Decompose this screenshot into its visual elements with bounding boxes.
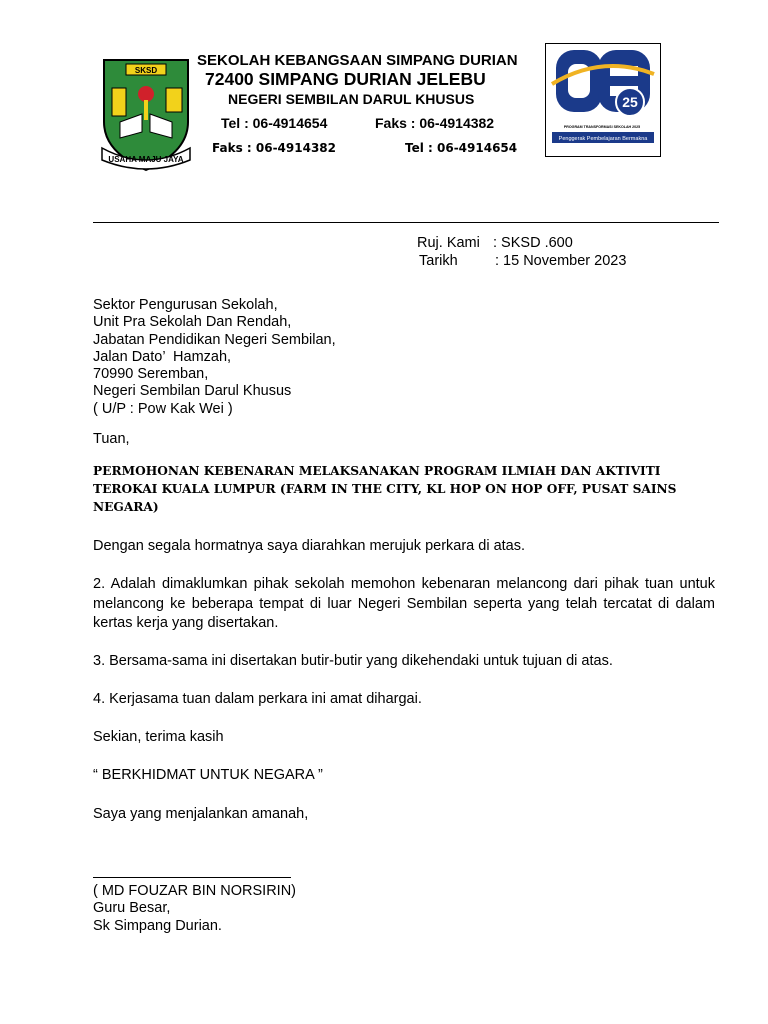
body-paragraph: 2. Adalah dimaklumkan pihak sekolah memohon kebenaran melancong dari pihak tuan untuk melancong ke beberapa tempat di luar Negeri Sembilan seperta yang telah tercatat di dalam kertas kerja yang disertakan. [93, 576, 715, 631]
signatory-name: ( MD FOUZAR BIN NORSIRIN) [93, 883, 296, 899]
body-paragraph: 4. Kerjasama tuan dalam perkara ini amat dihargai. [93, 691, 422, 707]
program-caption: PROGRAM TRANSFORMASI SEKOLAH 2025 [563, 125, 641, 129]
program-number: 25 [622, 94, 638, 110]
date-label: Tarikh [419, 253, 458, 269]
school-address: 72400 SIMPANG DURIAN JELEBU [205, 69, 486, 89]
body-paragraph: 3. Bersama-sama ini disertakan butir-butir yang dikehendaki untuk tujuan di atas. [93, 653, 613, 669]
recipient-line: Sektor Pengurusan Sekolah, [93, 297, 278, 313]
body-paragraph: Dengan segala hormatnya saya diarahkan merujuk perkara di atas. [93, 538, 526, 554]
school-name: SEKOLAH KEBANGSAAN SIMPANG DURIAN [197, 52, 518, 69]
crest-initials: SKSD [134, 66, 158, 75]
letter-subject: PERMOHONAN KEBENARAN MELAKSANAKAN PROGRAM ILMIAH DAN AKTIVITI TEROKAI KUALA LUMPUR (FARM IN THE CITY, KL HOP ON HOP OFF, PUSAT SAINS NEGARA) [93, 464, 677, 514]
telephone-primary: Tel : 06-4914654 [221, 115, 328, 131]
closing-line: Sekian, terima kasih [93, 729, 224, 745]
letterhead-divider [93, 222, 719, 223]
fax-secondary: Faks : 06-4914382 [212, 141, 336, 155]
recipient-line: Jalan Dato’ Hamzah, [93, 348, 232, 365]
telephone-secondary: Tel : 06-4914654 [405, 141, 518, 155]
signatory-title: Guru Besar, [93, 900, 171, 917]
salutation: Tuan, [93, 431, 130, 447]
recipient-line: ( U/P : Pow Kak Wei ) [93, 400, 233, 417]
date-row [419, 253, 626, 269]
crest-motto: USAHA MAJU JAYA [108, 155, 184, 164]
signatory-school: Sk Simpang Durian. [93, 917, 222, 934]
reference-row [417, 235, 573, 251]
reference-value: : SKSD .600 [493, 235, 573, 251]
trust-line: Saya yang menjalankan amanah, [93, 806, 309, 822]
service-motto: “ BERKHIDMAT UNTUK NEGARA ” [93, 767, 323, 783]
school-state: NEGERI SEMBILAN DARUL KHUSUS [228, 91, 475, 107]
date-value: : 15 November 2023 [495, 253, 627, 269]
recipient-line: 70990 Seremban, [93, 366, 209, 383]
recipient-line: Negeri Sembilan Darul Khusus [93, 383, 292, 400]
fax-primary: Faks : 06-4914382 [375, 115, 495, 131]
recipient-line: Unit Pra Sekolah Dan Rendah, [93, 314, 292, 331]
school-crest-logo [96, 52, 196, 177]
reference-label: Ruj. Kami [417, 235, 480, 251]
recipient-line: Jabatan Pendidikan Negeri Sembilan, [93, 331, 336, 348]
signature-line [93, 877, 291, 878]
recipient-address [93, 297, 336, 418]
transformation-program-logo [545, 43, 661, 157]
program-tagline: Penggerak Pembelajaran Bermakna [558, 136, 648, 142]
signatory-block [93, 883, 296, 935]
